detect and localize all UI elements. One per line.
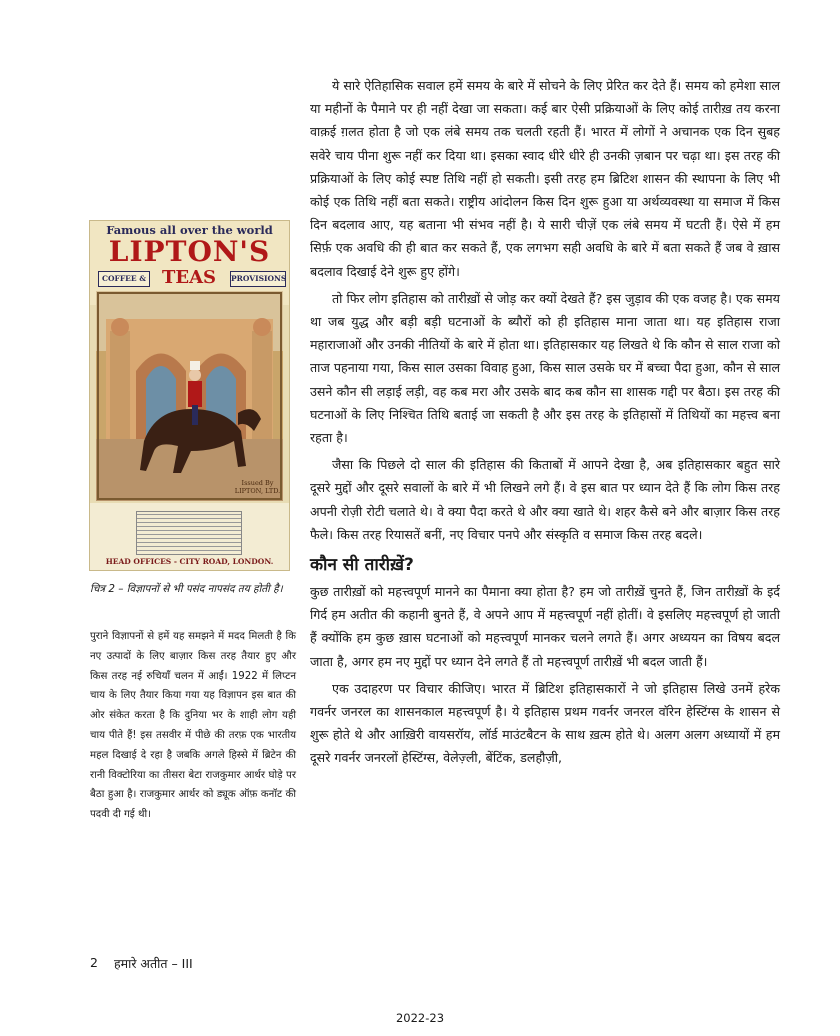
book-title: हमारे अतीत – III bbox=[114, 956, 193, 971]
figure-caption: चित्र 2 – विज्ञापनों से भी पसंद नापसंद तय होती है। bbox=[90, 583, 283, 595]
main-text-column bbox=[310, 74, 780, 774]
poster-teas: TEAS bbox=[161, 267, 217, 288]
year-footer: 2022-23 bbox=[395, 1011, 445, 1025]
paragraph-2: तो फिर लोग इतिहास को तारीख़ों से जोड़ कर क्यों देखते हैं? इस जुड़ाव की एक वजह है। एक समय था जब युद्ध और बड़ी बड़ी घटनाओं के ब्यौरों को ही इतिहास माना जाता था। यह इतिहास राजा महाराजाओं और उनकी नीतियों के बारे में होता था। इतिहासकार यह लिखते थे कि कौन से साल राजा को ताज पहनाया गया, किस साल उसका विवाह हुआ, किस साल उसके घर में बच्चा पैदा हुआ, कौन से साल उसने कौन सी लड़ाई लड़ी, वह कब मरा और उसके बाद कब कौन सा शासक गद्दी पर बैठा। इस तरह की घटनाओं के लिए निश्चित तिथि बताई जा सकती है और इस तरह के इतिहासों में तिथियों का महत्त्व बना रहता है। bbox=[310, 290, 780, 446]
poster-brand: LIPTON'S bbox=[108, 235, 271, 268]
poster-right-label: PROVISIONS bbox=[230, 271, 286, 287]
paragraph-4: कुछ तारीख़ों को महत्त्वपूर्ण मानने का पैमाना क्या होता है? हम जो तारीख़ें चुनते हैं, जिन तारीख़ों के इर्द गिर्द हम अतीत की कहानी बुनते हैं, वे अपने आप में महत्त्वपूर्ण नहीं होतीं। वे इसलिए महत्त्वपूर्ण हो जाती हैं क्योंकि हम कुछ ख़ास घटनाओं को महत्त्वपूर्ण मानकर चलने लगते हैं। अगर अध्ययन का विषय बदल जाता है, अगर हम नए मुद्दों पर ध्यान देने लगते हैं तो महत्त्वपूर्ण तारीख़ें भी बदल जाती हैं। bbox=[310, 584, 780, 669]
poster-calendar bbox=[136, 511, 242, 555]
palace-horse-rider-illustration bbox=[96, 291, 283, 501]
paragraph-5: एक उदाहरण पर विचार कीजिए। भारत में ब्रिटिश इतिहासकारों ने जो इतिहास लिखे उनमें हरेक गवर्नर जनरल का शासनकाल महत्त्वपूर्ण है। ये इतिहास प्रथम गवर्नर जनरल वॉरेन हेस्टिंग्स के शासन से शुरू होते थे और आख़िरी वायसरॉय, लॉर्ड माउंटबैटन के साथ ख़त्म होते थे। अलग अलग अध्यायों में हम दूसरे गवर्नर जनरलों हेस्टिंग्स, वेलेज़्ली, बेंटिंक, डलहौज़ी, bbox=[310, 680, 780, 766]
paragraph-1: ये सारे ऐतिहासिक सवाल हमें समय के बारे में सोचने के लिए प्रेरित कर देते हैं। समय को हमेशा साल या महीनों के पैमाने पर ही नहीं देखा जा सकता। कई बार ऐसी प्रक्रियाओं के लिए कोई तारीख़ तय करना वाक़ई ग़लत होता है जो एक लंबे समय तक चलती रहती हैं। भारत में लोगों ने अचानक एक दिन सुबह सवेरे चाय पीना शुरू नहीं कर दिया था। इसका स्वाद धीरे धीरे ही उनकी ज़बान पर चढ़ा था। इस तरह की प्रक्रियाओं के लिए कोई स्पष्ट तिथि नहीं हो सकती। इसी तरह हम ब्रिटिश शासन की स्थापना के लिए भी कोई एक तिथि नहीं बता सकते। राष्ट्रीय आंदोलन किस दिन शुरू हुआ या अर्थव्यवस्था या समाज में किस दिन बदलाव आए, यह बताना भी संभव नहीं है। ये सारी चीज़ें एक लंबे समय में घटती हैं। ऐसे में हम सिर्फ़ एक अवधि की ही बात कर सकते हैं, एक लगभग सही अवधि के बारे में बता सकते हैं जब वे ख़ास बदलाव दिखाई देने शुरू हुए होंगे। bbox=[310, 78, 780, 279]
sidebar-paragraph: पुराने विज्ञापनों से हमें यह समझने में मदद मिलती है कि नए उत्पादों के लिए बाज़ार किस तरह तैयार हुए और किस तरह नई रुचियाँ चलन में आईं। 1922 में लिप्टन चाय के लिए तैयार किया गया यह विज्ञापन इस बात की ओर संकेत करता है कि दुनिया भर के शाही लोग यही चाय पीते हैं! इस तसवीर में पीछे की तरफ़ एक भारतीय महल दिखाई दे रहा है जबकि अगले हिस्से में ब्रिटेन की रानी विक्टोरिया का तीसरा बेटा राजकुमार आर्थर घोड़े पर बैठा हुआ है। राजकुमार आर्थर को ड्यूक ऑफ़ कनॉट की पदवी दी गई थी। bbox=[90, 631, 296, 821]
poster-tagline: Famous all over the world bbox=[106, 223, 273, 237]
page-number: 2 bbox=[90, 955, 98, 970]
sidebar-text bbox=[90, 627, 296, 825]
poster-address: HEAD OFFICES - CITY ROAD, LONDON. bbox=[105, 557, 274, 566]
poster-left-label: COFFEE & bbox=[98, 271, 150, 287]
section-heading: कौन सी तारीख़ें? bbox=[310, 555, 414, 576]
poster-issued-by: Issued By LIPTON, LTD. bbox=[234, 479, 281, 495]
lipton-advertisement-image bbox=[90, 221, 289, 570]
paragraph-3: जैसा कि पिछले दो साल की इतिहास की किताबों में आपने देखा है, अब इतिहासकार बहुत सारे दूसरे मुद्दों और दूसरे सवालों के बारे में भी लिखने लगे हैं। वे इस बात पर ध्यान देते हैं कि लोग किस तरह अपनी रोज़ी रोटी चलाते थे। वे क्या पैदा करते थे और क्या खाते थे। शहर कैसे बने और बाज़ार किस तरह फैले। किस तरह रियासतें बनीं, नए विचार पनपे और संस्कृति व समाज किस तरह बदले। bbox=[310, 457, 780, 542]
